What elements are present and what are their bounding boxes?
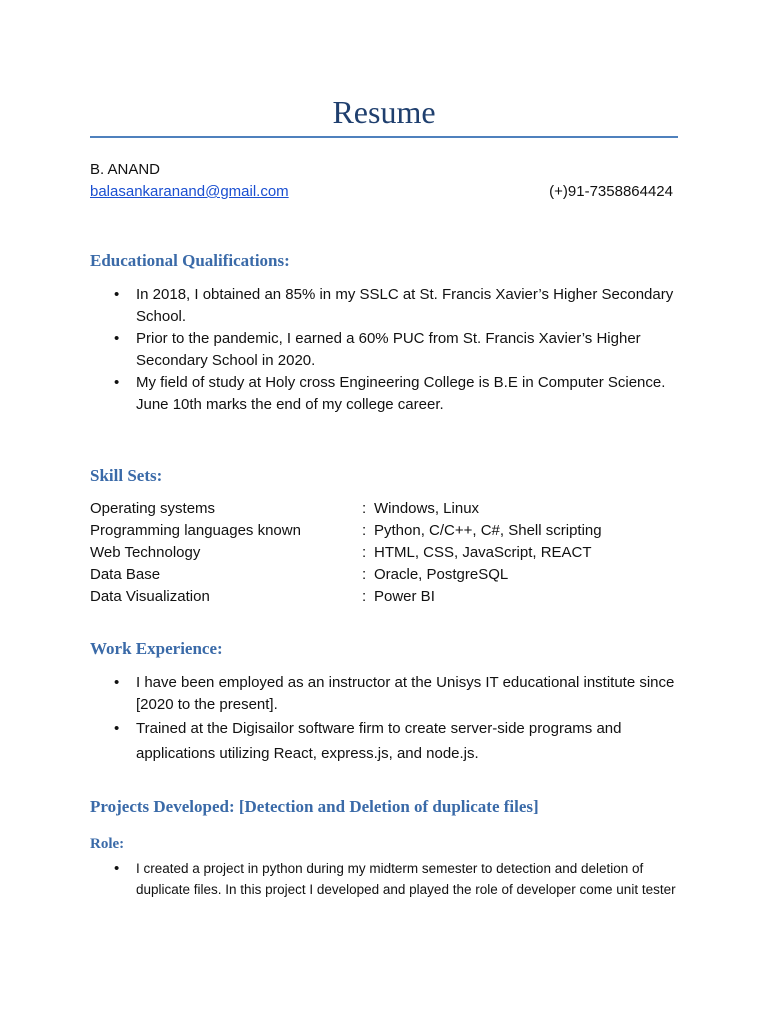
bullet-icon: •	[114, 286, 120, 303]
skill-name: Web Technology	[90, 544, 201, 561]
bullet-icon: •	[114, 674, 120, 691]
project-item-text: I created a project in python during my midterm semester to detection and deletion of duplicate files. In this project I developed and played the role of developer come unit tester	[136, 861, 676, 897]
education-item-text: My field of study at Holy cross Engineering College is B.E in Computer Science. June 10th marks the end of my college career.	[136, 374, 666, 413]
skill-value: HTML, CSS, JavaScript, REACT	[374, 544, 592, 561]
title-divider	[90, 136, 678, 138]
table-row	[90, 520, 680, 542]
list-item	[90, 859, 680, 900]
list-item	[90, 284, 680, 328]
list-item	[90, 716, 680, 766]
skill-name: Operating systems	[90, 500, 216, 517]
work-item-text: Trained at the Digisailor software firm to create server-side programs and applications utilizing React, express.js, and node.js.	[136, 720, 622, 762]
phone-number: (+)91-7358864424	[549, 183, 673, 200]
work-list	[90, 672, 680, 766]
education-item-text: In 2018, I obtained an 85% in my SSLC at St. Francis Xavier’s Higher Secondary School.	[136, 286, 674, 325]
skill-value: Windows, Linux	[374, 500, 480, 517]
education-list	[90, 284, 680, 416]
list-item	[90, 672, 680, 716]
work-heading: Work Experience:	[90, 639, 223, 658]
skill-value: Oracle, PostgreSQL	[374, 566, 509, 583]
education-item-text: Prior to the pandemic, I earned a 60% PUC from St. Francis Xavier’s Higher Secondary School in 2020.	[136, 330, 641, 369]
skill-separator: :	[362, 544, 367, 561]
skills-heading: Skill Sets:	[90, 466, 163, 485]
skill-value: Python, C/C++, C#, Shell scripting	[374, 522, 602, 539]
page-title: Resume	[332, 94, 436, 130]
table-row	[90, 564, 680, 586]
bullet-icon: •	[114, 330, 120, 347]
work-item-text: I have been employed as an instructor at the Unisys IT educational institute since [2020 to the present].	[136, 674, 675, 713]
candidate-name: B. ANAND	[90, 161, 161, 178]
skill-separator: :	[362, 566, 367, 583]
projects-list	[90, 859, 680, 900]
bullet-icon: •	[114, 720, 120, 737]
table-row	[90, 542, 680, 564]
table-row	[90, 498, 680, 520]
table-row	[90, 586, 680, 608]
skill-name: Data Base	[90, 566, 161, 583]
skill-value: Power BI	[374, 588, 435, 605]
list-item	[90, 328, 680, 372]
skill-separator: :	[362, 522, 367, 539]
email-link[interactable]: balasankaranand@gmail.com	[90, 183, 289, 200]
skill-separator: :	[362, 500, 367, 517]
skill-separator: :	[362, 588, 367, 605]
skills-table	[90, 498, 680, 608]
bullet-icon: •	[114, 860, 120, 877]
projects-heading: Projects Developed: [Detection and Deletion of duplicate files]	[90, 797, 539, 816]
bullet-icon: •	[114, 374, 120, 391]
skill-name: Data Visualization	[90, 588, 210, 605]
list-item	[90, 372, 680, 416]
skill-name: Programming languages known	[90, 522, 301, 539]
education-heading: Educational Qualifications:	[90, 251, 290, 270]
role-heading: Role:	[90, 836, 125, 852]
